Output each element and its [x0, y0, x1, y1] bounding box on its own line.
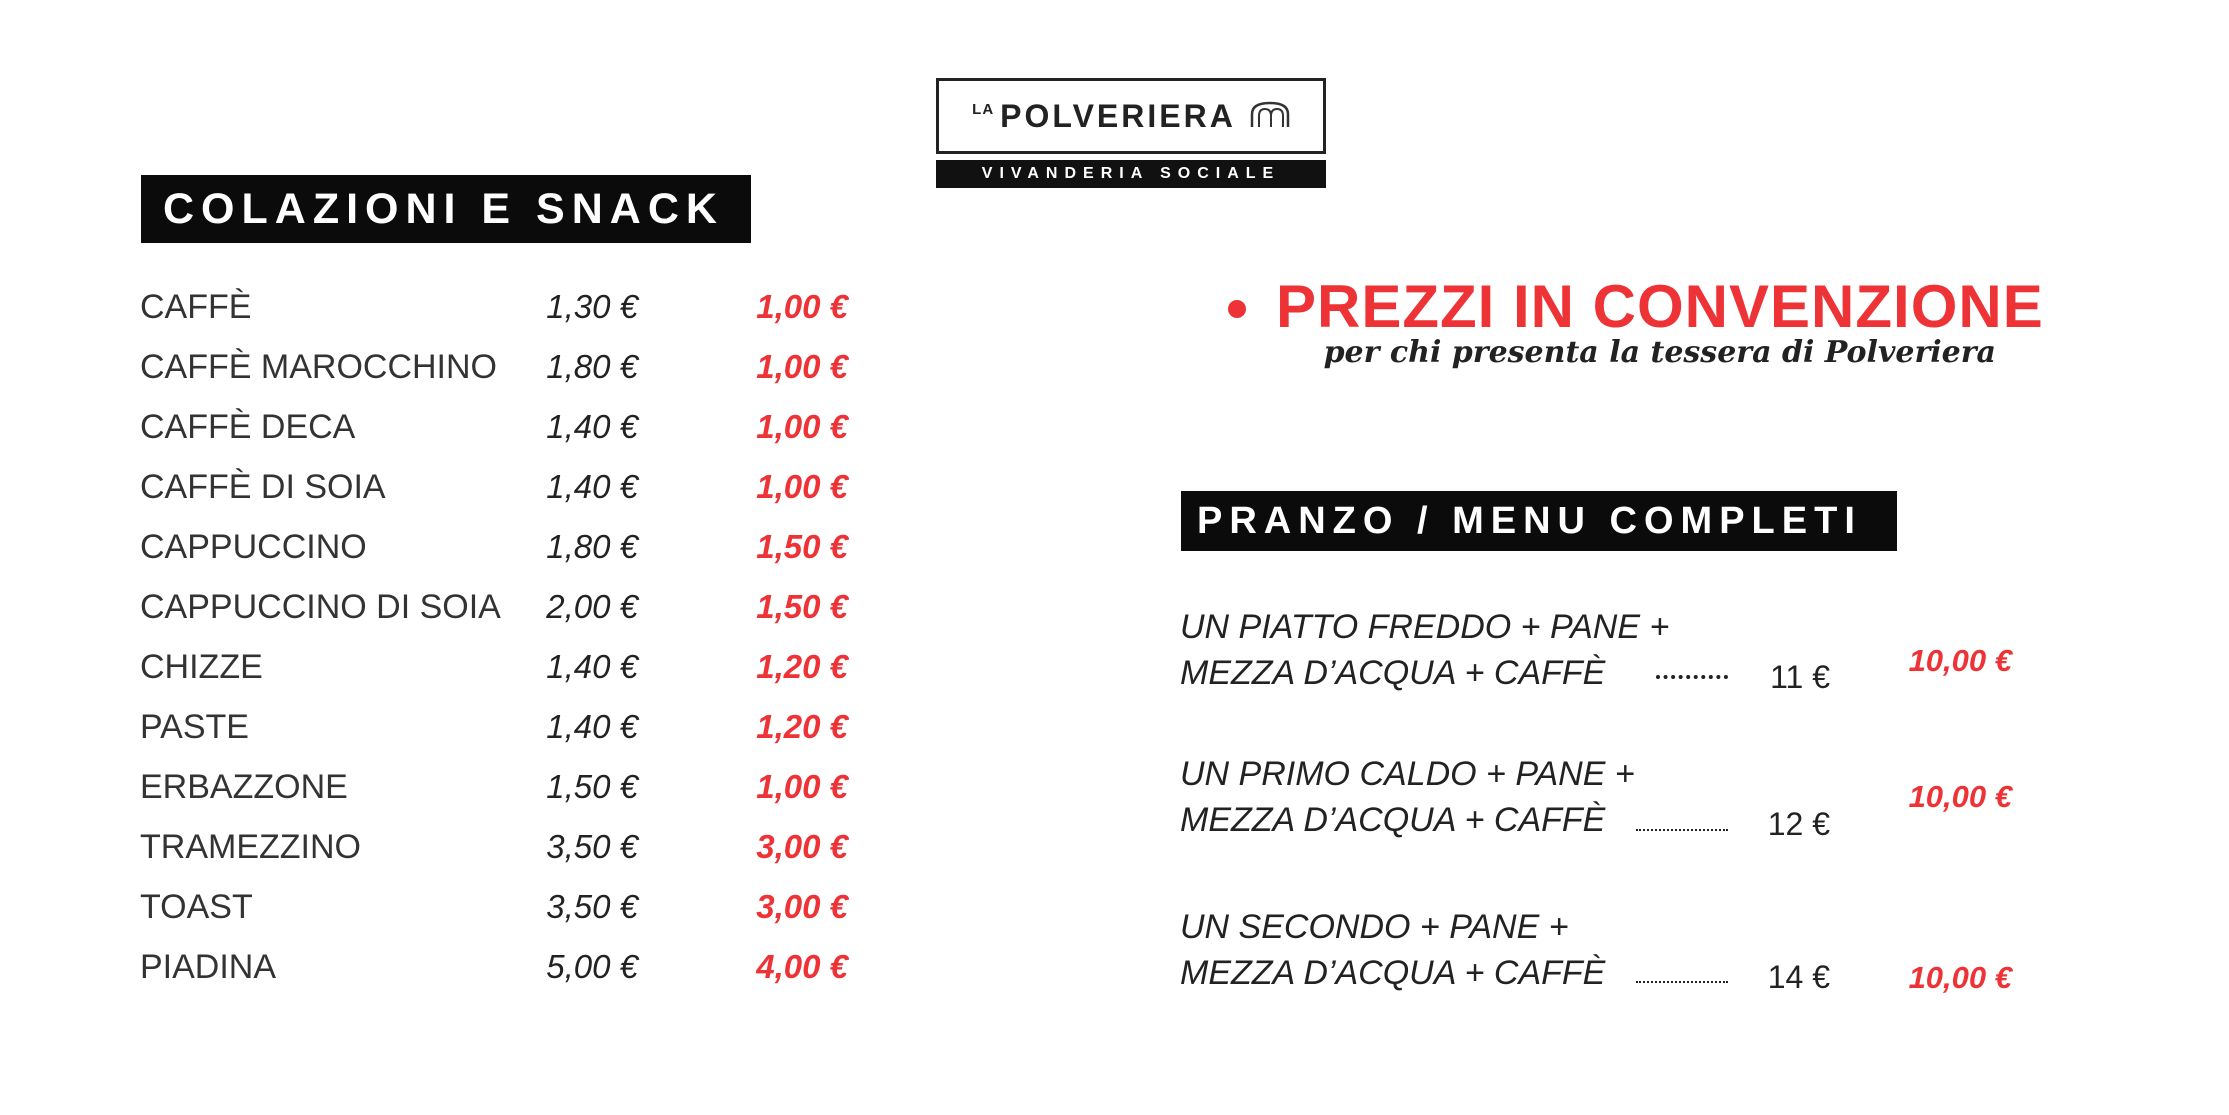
list-item — [140, 888, 860, 938]
item-convention-price: 1,00 € — [756, 288, 848, 325]
item-convention-price: 1,50 € — [756, 528, 848, 565]
menu-convention-price: 10,00 € — [1908, 643, 2012, 678]
list-item — [140, 648, 860, 698]
item-name: CAPPUCCINO DI SOIA — [140, 588, 501, 626]
list-item — [140, 948, 860, 998]
item-convention-price: 1,00 € — [756, 348, 848, 385]
list-item — [140, 528, 860, 578]
menu-line-1: UN PRIMO CALDO + PANE + — [1180, 755, 1635, 793]
item-convention-price: 1,00 € — [756, 468, 848, 505]
item-convention-price: 4,00 € — [756, 948, 848, 985]
item-price: 1,80 € — [546, 348, 638, 385]
item-name: PASTE — [140, 708, 249, 746]
menu-line-1: UN SECONDO + PANE + — [1180, 908, 1569, 946]
list-item — [140, 828, 860, 878]
menu-line-2: MEZZA D’ACQUA + CAFFÈ — [1180, 801, 1606, 839]
arch-icon — [1250, 100, 1290, 133]
list-item — [140, 348, 860, 398]
item-price: 3,50 € — [546, 828, 638, 865]
item-name: CAPPUCCINO — [140, 528, 367, 566]
item-name: PIADINA — [140, 948, 277, 986]
item-convention-price: 1,00 € — [756, 408, 848, 445]
item-name: TOAST — [140, 888, 253, 926]
item-name: CAFFÈ DI SOIA — [140, 468, 386, 506]
lunch-heading: PRANZO / MENU COMPLETI — [1181, 491, 1897, 551]
snack-heading: COLAZIONI E SNACK — [141, 175, 751, 243]
item-convention-price: 1,00 € — [756, 768, 848, 805]
item-price: 1,40 € — [546, 708, 638, 745]
menu-price: 14 € — [1767, 959, 1830, 995]
item-price: 1,50 € — [546, 768, 638, 805]
logo — [936, 78, 1326, 188]
list-item — [140, 288, 860, 338]
menu-price: 11 € — [1770, 659, 1830, 695]
item-price: 1,40 € — [546, 648, 638, 685]
logo-prefix: LA — [972, 100, 995, 118]
menu-price: 12 € — [1767, 806, 1830, 842]
item-price: 1,80 € — [546, 528, 638, 565]
item-convention-price: 3,00 € — [756, 828, 848, 865]
logo-tagline: VIVANDERIA SOCIALE — [936, 160, 1326, 188]
menu-convention-price: 10,00 € — [1908, 779, 2012, 814]
item-price: 1,30 € — [546, 288, 638, 325]
item-convention-price: 1,20 € — [756, 648, 848, 685]
item-price: 3,50 € — [546, 888, 638, 925]
item-name: CAFFÈ — [140, 288, 252, 326]
bullet-icon — [1228, 300, 1246, 318]
convention-title: PREZZI IN CONVENZIONE — [1276, 273, 2044, 340]
list-item — [140, 588, 860, 638]
menu-line-2: MEZZA D’ACQUA + CAFFÈ — [1180, 954, 1606, 992]
item-name: TRAMEZZINO — [140, 828, 361, 866]
convention-subtitle: per chi presenta la tessera di Polveriera — [1323, 335, 1996, 370]
menu-line-1: UN PIATTO FREDDO + PANE + — [1180, 608, 1670, 646]
item-price: 1,40 € — [546, 468, 638, 505]
list-item — [140, 468, 860, 518]
menu-convention-price: 10,00 € — [1908, 960, 2012, 995]
item-price: 5,00 € — [546, 948, 638, 985]
item-convention-price: 3,00 € — [756, 888, 848, 925]
menu-line-2: MEZZA D’ACQUA + CAFFÈ — [1180, 654, 1606, 692]
list-item — [140, 408, 860, 458]
list-item — [140, 708, 860, 758]
item-price: 1,40 € — [546, 408, 638, 445]
item-name: ERBAZZONE — [140, 768, 348, 806]
item-name: CHIZZE — [140, 648, 263, 686]
item-convention-price: 1,50 € — [756, 588, 848, 625]
item-price: 2,00 € — [546, 588, 638, 625]
logo-frame — [936, 78, 1326, 154]
logo-name: POLVERIERA — [1000, 97, 1236, 134]
list-item — [140, 768, 860, 818]
item-name: CAFFÈ MAROCCHINO — [140, 348, 497, 386]
item-name: CAFFÈ DECA — [140, 408, 356, 446]
item-convention-price: 1,20 € — [756, 708, 848, 745]
